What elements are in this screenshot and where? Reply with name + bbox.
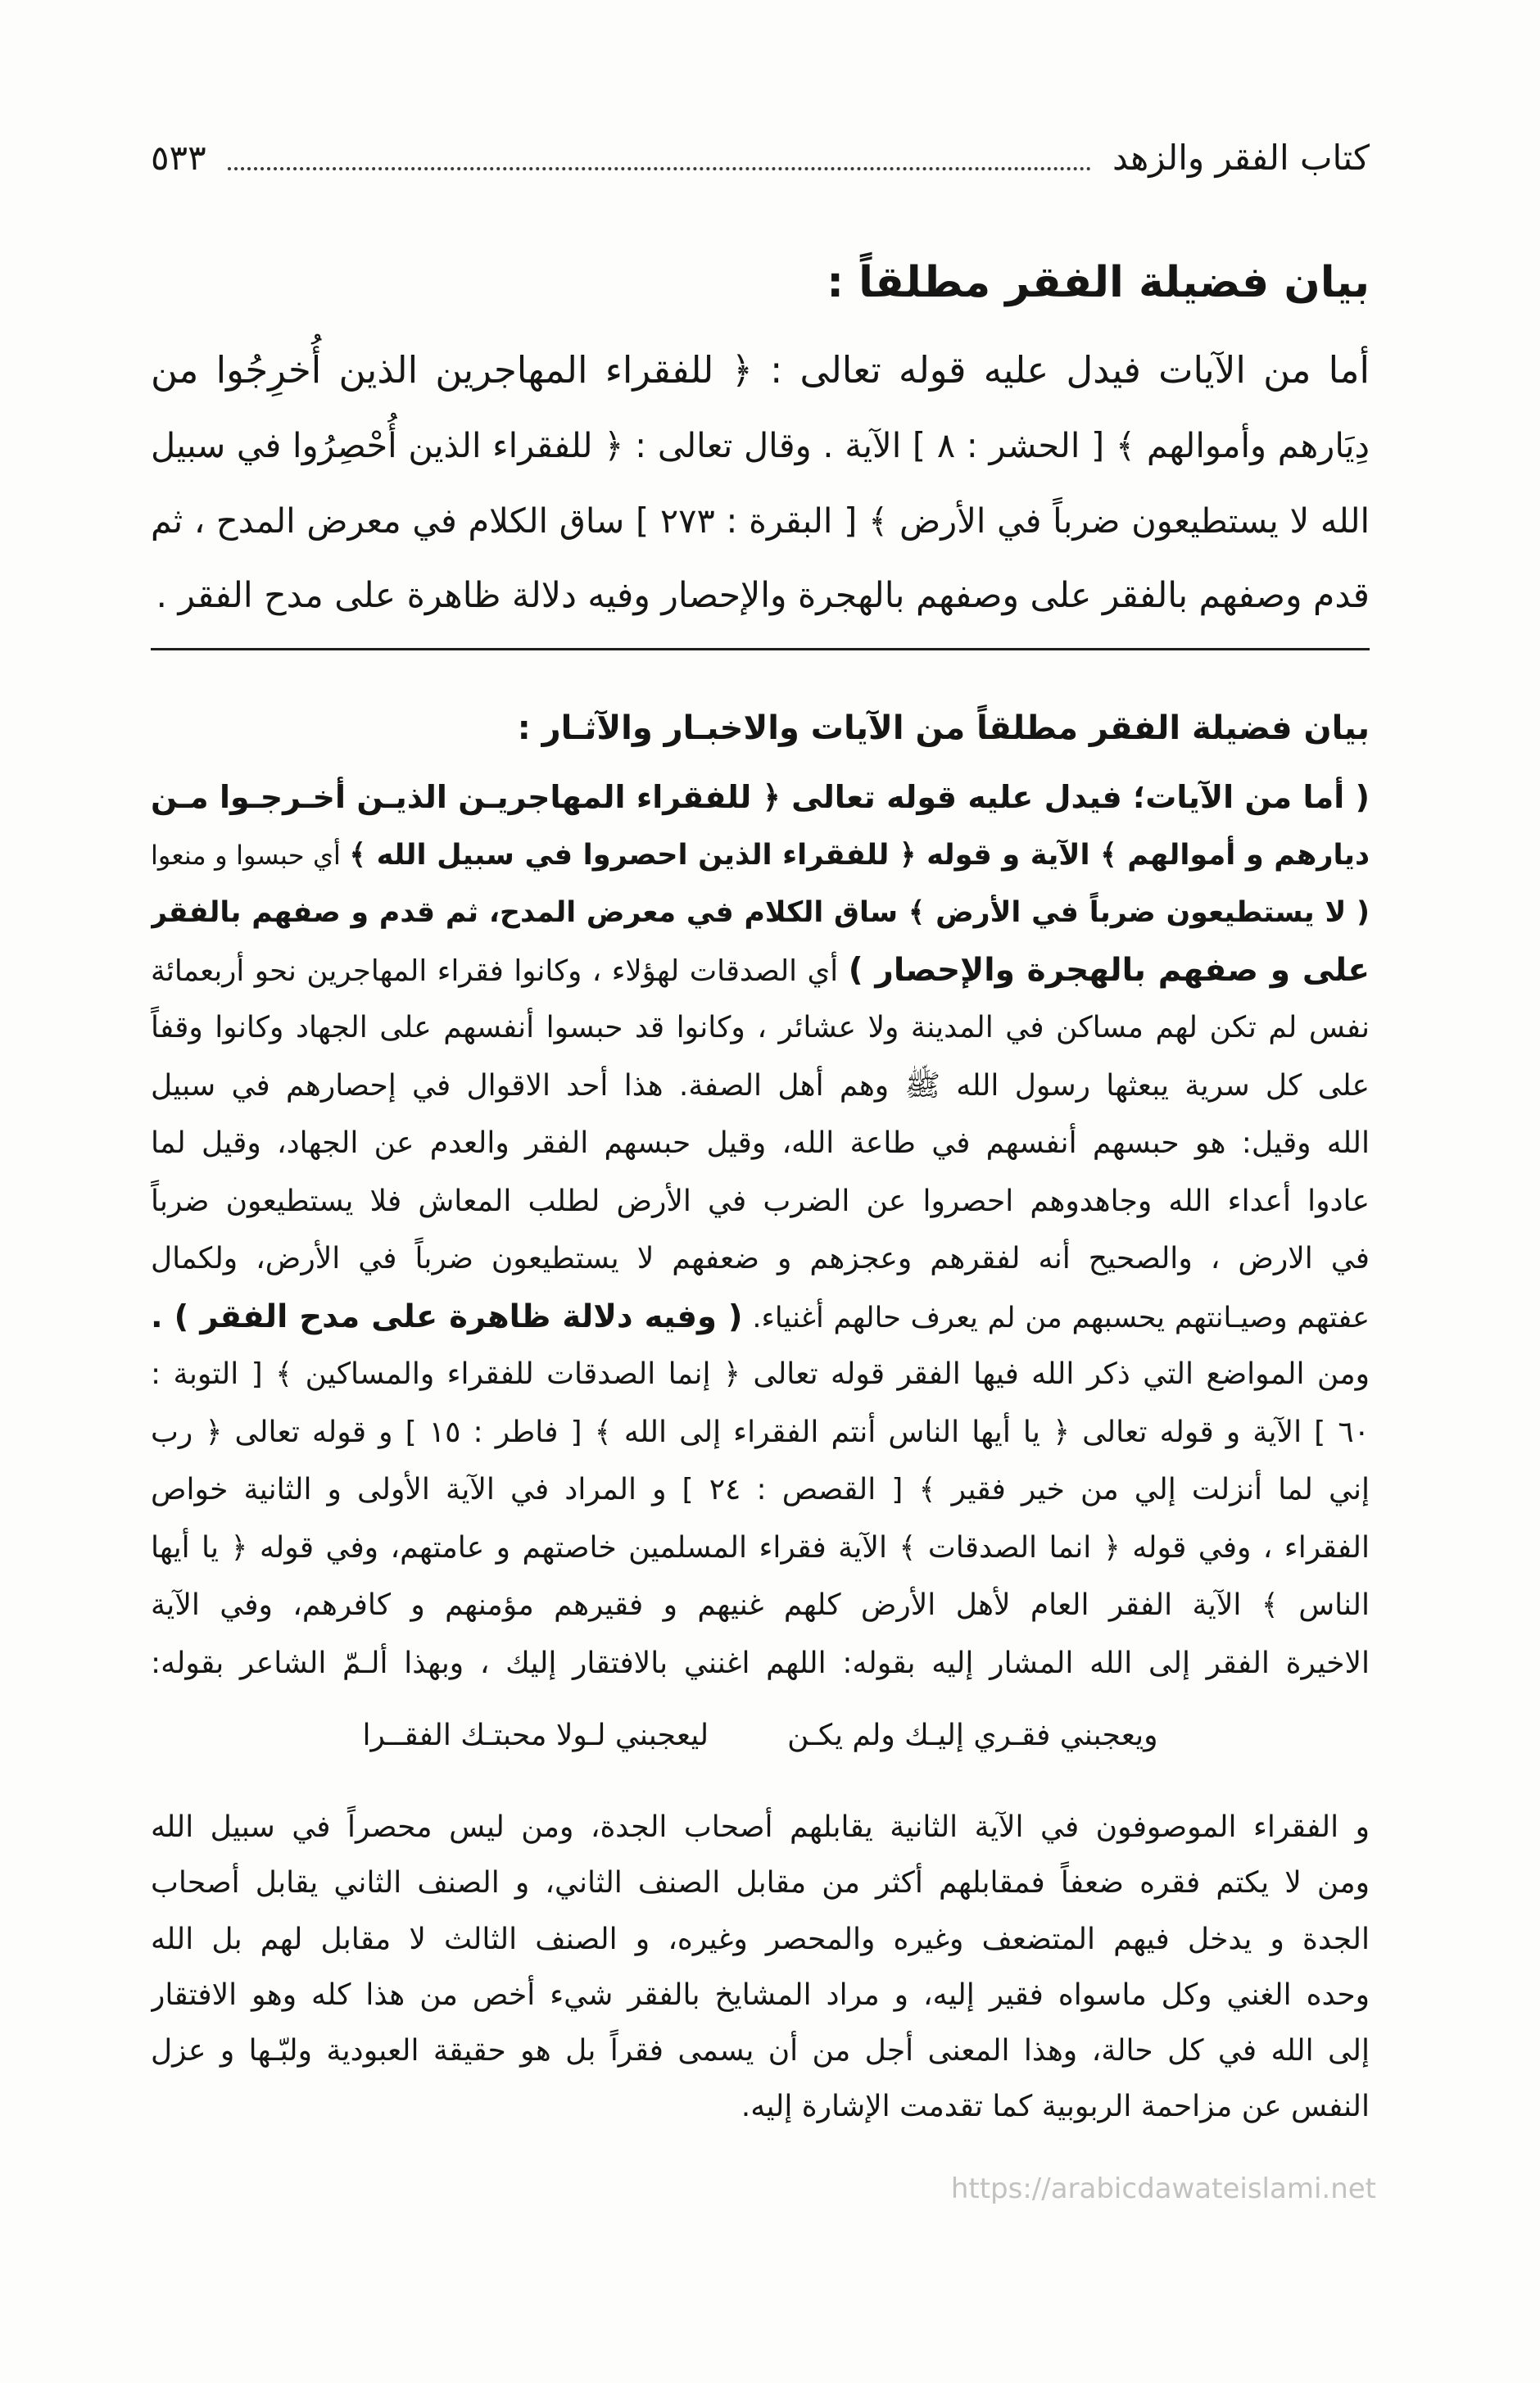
text-line: إلى الله في كل حالة، وهذا المعنى أجل من أن يسمى فقراً بل هو حقيقة العبودية ولبّـها و عزل: [151, 2034, 1370, 2068]
verse-second-hemistich: ليعجبني لـولا محبتـك الفقــرا: [362, 1719, 709, 1752]
text-line: [151, 1115, 1370, 1173]
closing-paragraph: [151, 1800, 1370, 2136]
watermark-url: https://arabicdawateislami.net: [950, 2172, 1376, 2205]
commentary-text: عادوا أعداء الله وجاهدوهم احصروا عن الضرب في الأرض لطلب المعاش فلا يستطيعون ضرباً: [151, 1184, 1370, 1218]
commentary-text: ٦٠ ] الآية و قوله تعالى ﴿ يا أيها الناس أنتم الفقراء إلى الله ﴾ [ فاطر : ١٥ ] و قوله تعالى ﴿ رب: [151, 1415, 1370, 1449]
text-line: [151, 1461, 1370, 1520]
poetry-verse: [151, 1707, 1370, 1765]
commentary-text: الفقراء ، وفي قوله ﴿ انما الصدقات ﴾ الآية فقراء المسلمين خاصتهم و عامتهم، وفي قوله ﴿ يا أيها: [151, 1530, 1370, 1565]
commentary-text: أي حبسوا و منعوا: [151, 839, 341, 871]
text-line: [151, 1173, 1370, 1231]
text-line: [151, 1577, 1370, 1635]
book-title: كتاب الفقر والزهد: [1112, 137, 1370, 178]
text-line: [151, 768, 1370, 827]
text-line: [151, 1520, 1370, 1578]
text-line: دِيَارهم وأموالهم ﴾ [ الحشر : ٨ ] الآية . وقال تعالى : ﴿ للفقراء الذين أُحْصِرُوا في سبيل: [151, 425, 1370, 465]
horizontal-divider: [151, 648, 1370, 650]
section-heading: بيان فضيلة الفقر مطلقاً :: [827, 258, 1370, 307]
text-line: وحده الغني وكل ماسواه فقير إليه، و مراد المشايخ بالفقر شيء أخص من هذا كله وهو الافتقار: [151, 1978, 1370, 2012]
quoted-text: ( أما من الآيات؛ فيدل عليه قوله تعالى ﴿ للفقراء المهاجريـن الذيـن أخـرجـوا مـن: [151, 779, 1370, 815]
commentary-text: أي الصدقات لهؤلاء ، وكانوا فقراء المهاجرين نحو أربعمائة: [151, 954, 839, 988]
text-line: [151, 999, 1370, 1058]
commentary-text: عفتهم وصيـانتهم يحسبهم من لم يعرف حالهم أغنياء.: [752, 1301, 1370, 1334]
text-line: و الفقراء الموصوفون في الآية الثانية يقابلهم أصحاب الجدة، ومن ليس محصراً في سبيل الله: [151, 1810, 1370, 1844]
commentary-heading: بيان فضيلة الفقر مطلقاً من الآيات والاخبـار والآثـار :: [517, 709, 1370, 747]
text-line: [151, 1230, 1370, 1289]
text-line: [151, 827, 1370, 885]
page-number: ٥٣٣: [151, 137, 206, 178]
commentary-text: نفس لم تكن لهم مساكن في المدينة ولا عشائر ، وكانوا قد حبسوا أنفسهم على الجهاد وكانوا وقفاً: [151, 1011, 1370, 1044]
quoted-text: ( لا يستطيعون ضرباً في الأرض ﴾ ساق الكلام في معرض المدح، ثم قدم و صفهم بالفقر: [151, 896, 1370, 929]
running-header: [151, 128, 1370, 187]
commentary-text: إني لما أنزلت إلي من خير فقير ﴾ [ القصص : ٢٤ ] و المراد في الآية الأولى و الثانية خواص: [151, 1473, 1370, 1506]
text-line: [151, 1346, 1370, 1404]
commentary-text: على كل سرية يبعثها رسول الله ﷺ وهم أهل الصفة. هذا أحد الاقوال في إحصارهم في سبيل: [151, 1068, 1370, 1103]
section-paragraph: [151, 333, 1370, 634]
text-line: الله لا يستطيعون ضرباً في الأرض ﴾ [ البقرة : ٢٧٣ ] ساق الكلام في معرض المدح ، ثم: [151, 501, 1370, 541]
commentary-text: الله وقيل: هو حبسهم أنفسهم في طاعة الله، وقيل حبسهم الفقر والعدم عن الجهاد، وقيل لما: [151, 1126, 1370, 1160]
text-line: [151, 1058, 1370, 1116]
text-line: [151, 1635, 1370, 1693]
commentary-text: في الارض ، والصحيح أنه لفقرهم وعجزهم و ضعفهم لا يستطيعون ضرباً في الأرض، ولكمال: [151, 1242, 1370, 1275]
commentary-text: ومن المواضع التي ذكر الله فيها الفقر قوله تعالى ﴿ إنما الصدقات للفقراء والمساكين ﴾ [ التوبة :: [151, 1357, 1370, 1391]
text-line: ومن لا يكتم فقره ضعفاً فمقابلهم أكثر من مقابل الصنف الثاني، و الصنف الثاني يقابل أصحاب: [151, 1866, 1370, 1901]
text-line: [151, 942, 1370, 1000]
quoted-text: على و صفهم بالهجرة والإحصار ): [848, 951, 1370, 989]
text-line: [151, 884, 1370, 942]
commentary-text: الاخيرة الفقر إلى الله المشار إليه بقوله: اللهم اغنني بالافتقار إليك ، وبهذا ألـمّ الشاعر بقوله:: [151, 1646, 1370, 1680]
verse-first-hemistich: ويعجبني فقـري إليـك ولم يكـن: [787, 1719, 1158, 1752]
text-line: الجدة و يدخل فيهم المتضعف وغيره والمحصر وغيره، و الصنف الثالث لا مقابل لهم بل الله: [151, 1922, 1370, 1956]
commentary-paragraph: [151, 768, 1370, 1692]
text-line: [151, 1404, 1370, 1462]
quoted-text: ديارهم و أموالهم ﴾ الآية و قوله ﴿ للفقراء الذين احصروا في سبيل الله ﴾: [349, 837, 1370, 872]
leader-dots: [228, 167, 1091, 170]
quoted-text: ( وفيه دلالة ظاهرة على مدح الفقر ) .: [151, 1298, 743, 1335]
text-line: أما من الآيات فيدل عليه قوله تعالى : ﴿ للفقراء المهاجرين الذين أُخرِجُوا من: [151, 348, 1370, 392]
text-line: [151, 1289, 1370, 1347]
commentary-text: الناس ﴾ الآية الفقر العام لأهل الأرض كلهم غنيهم و فقيرهم مؤمنهم و كافرهم، وفي الآية: [151, 1588, 1370, 1622]
text-line: النفس عن مزاحمة الربوبية كما تقدمت الإشارة إليه.: [741, 2090, 1370, 2124]
text-line: قدم وصفهم بالفقر على وصفهم بالهجرة والإحصار وفيه دلالة ظاهرة على مدح الفقر .: [156, 576, 1370, 616]
